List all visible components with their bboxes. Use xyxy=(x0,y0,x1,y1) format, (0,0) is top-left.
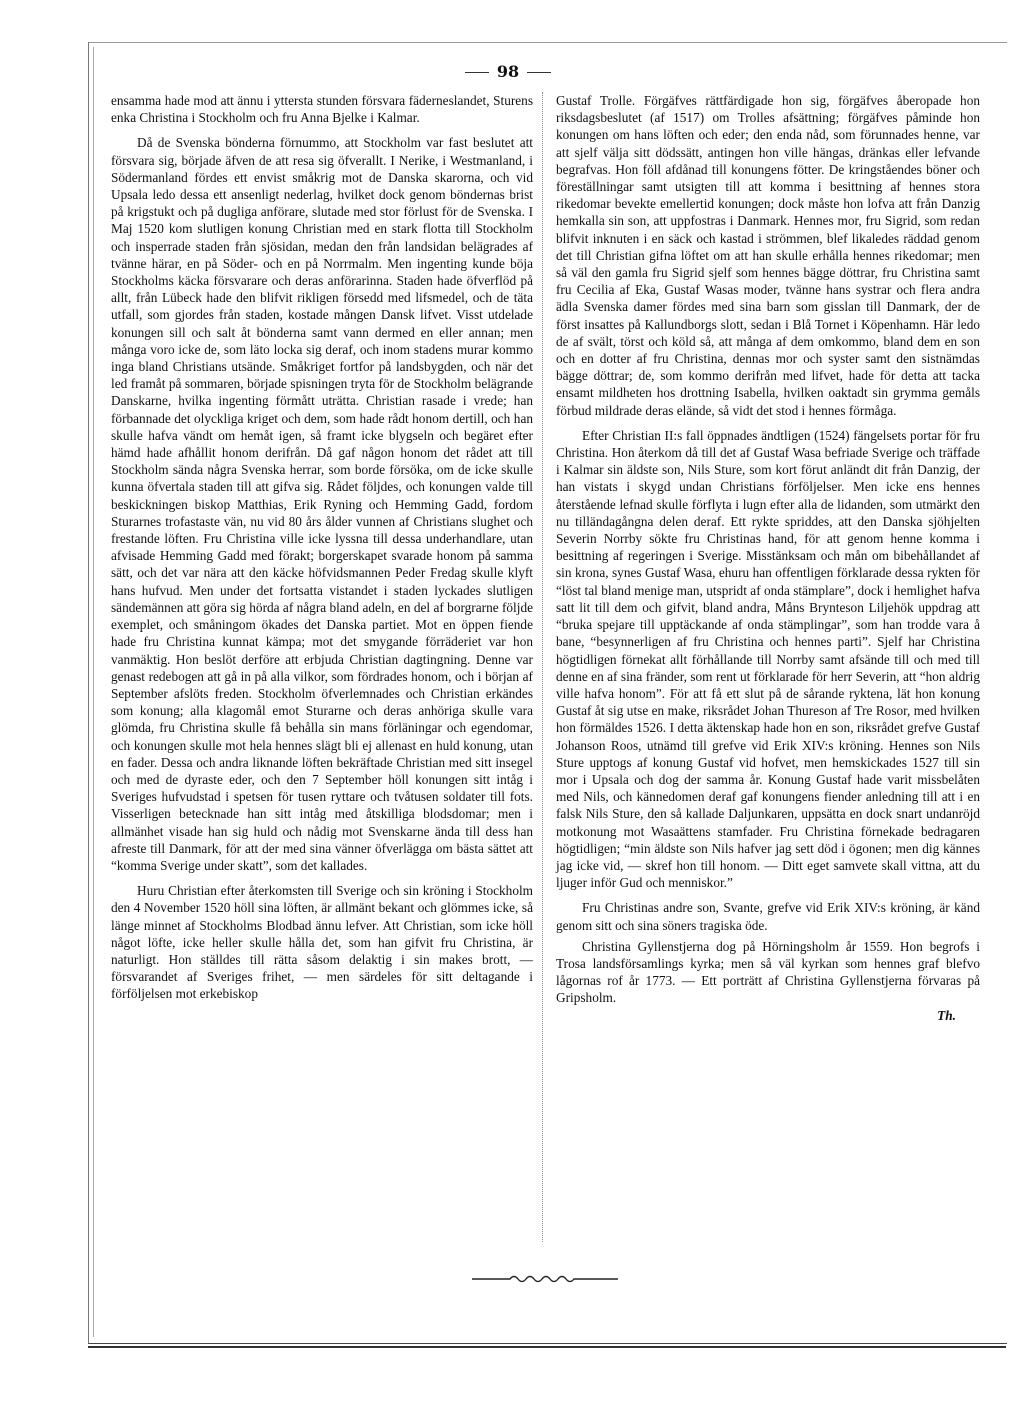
bottom-rule xyxy=(88,1346,1006,1348)
column-divider xyxy=(542,92,543,1242)
left-column xyxy=(111,92,533,1011)
paragraph: Christina Gyllenstjerna dog på Hörningsholm år 1559. Hon begrofs i Trosa landsförsamlings kyrka; men så väl kyrkan som hennes graf blefvo lågornas rof år 1773. — Ett porträtt af Christina Gyllenstjerna förvaras på Gripsholm. xyxy=(556,938,980,1006)
dash-left xyxy=(465,72,489,73)
right-column xyxy=(556,92,980,1024)
wavy-ornament xyxy=(470,1272,620,1286)
paragraph: Efter Christian II:s fall öppnades ändtligen (1524) fängelsets portar för fru Christina. Hon återkom då till det af Gustaf Wasa befriade Sverige och träffade i Kalmar sin äldste son, Nils Sture, som kort förut anländt dit från Danzig, der han vistats i skygd undan Christians förföljelser. Men icke ens hennes återstående lefnad skulle förflyta i lugn efter alla de lidanden, som utmärkt den nu tilländagångna delen deraf. Ett rykte spriddes, att den Danska sjöhjelten Severin Norrby sökte fru Christinas hand, för att genom henne komma i besittning af regeringen i Sverige. Misstänksam och mån om bibehållandet af sin krona, synes Gustaf Wasa, ehuru han offentligen förklarade dessa rykten för “löst tal bland menige man, utspridt af onda stämplare”, dock i hemlighet hafva satt lit till dem och gifvit, bland andra, Måns Brynteson Liljehök uppdrag att “bruka spejare till upptäckande af onda stämplingar”, som han trodde vara å bane, “besynnerligen af fru Christina och hennes parti”. Sjelf har Christina högtidligen förnekat allt förhållande till Norrby samt afsände till och med till denne en af sina fränder, som rent ut förklarade för herr Severin, att “hon aldrig ville hafva honom”. För att få ett slut på de sårande ryktena, lät hon konung Gustaf åt sig utse en make, riksrådet Johan Thureson af Tre Rosor, med hvilken hon förmäldes 1526. I detta äktenskap hade hon en son, riksrådet grefve Gustaf Johanson Roos, utnämd till grefve vid Erik XIV:s kröning. Hennes son Nils Sture upptogs af konung Gustaf vid hofvet, men hemskickades 1527 till sin mor i Upsala och dog der samma år. Konung Gustaf hade varit missbelåten med Nils, och kännedomen deraf gaf konungens fiender anledning till att i en falsk Nils Sture, den så kallade Daljunkaren, uppsätta en dock snart undanröjd motkonung mot Wasaättens stamfader. Fru Christina förnekade bedragaren högtidligen; “min äldste son Nils hafver jag sett död i ögonen; men dig kännes jag icke vid, — skref hon till honom. — Ditt eget samvete skall vittna, att du ljuger inför Gud och menniskor.” xyxy=(556,427,980,891)
dash-right xyxy=(527,72,551,73)
paragraph: ensamma hade mod att ännu i yttersta stunden försvara fäderneslandet, Sturens enka Christina i Stockholm och fru Anna Bjelke i Kalmar. xyxy=(111,93,533,126)
page-number-text: 98 xyxy=(496,62,520,81)
paragraph: Fru Christinas andre son, Svante, grefve vid Erik XIV:s kröning, är känd genom sitt och sina söners tragiska öde. xyxy=(556,900,980,933)
paragraph: Huru Christian efter återkomsten till Sverige och sin kröning i Stockholm den 4 November 1520 höll sina löften, är allmänt bekant och glömmes icke, så länge minnet af Stockholms Blodbad ännu lefver. Att Christian, som icke höll något löfte, icke heller skulle hålla det, som han gifvit fru Christina, är naturligt. Hon ställdes till rätta såsom delaktig i sin makes brott, — försvarandet af Sveriges frihet, — men särdeles för sitt deltagande i förföljelsen mot erkebiskop xyxy=(111,883,533,1002)
page-number xyxy=(0,62,1016,81)
paragraph: Då de Svenska bönderna förnummo, att Stockholm var fast beslutet att försvara sig, började äfven de att resa sig öfverallt. I Nerike, i Westmanland, i Södermanland fördes ett envist småkrig mot de Danska skarorna, och vid Upsala ledo dessa ett ansenligt nederlag, hvilket dock genom böndernas brist på krigstukt och på dugliga anförare, slutade med stor förlust för de Svenska. I Maj 1520 kom slutligen konung Christian med en stark flotta till Stockholm och insperrade staden från sjösidan, medan den från landsidan belägrades af tvänne härar, en på Söder- och en på Norrmalm. Men ingenting kunde böja Stockholms käcka försvarare och deras anförarinna. Staden hade öfverflöd på allt, från Lübeck hade den blifvit rikligen försedd med lifsmedel, och de täta utfall, som gjordes från staden, kostade mången Dansk lifvet. Visst utdelade konungen sill och salt åt bönderna samt vann dermed en eller annan; men många voro icke de, som läto locka sig deraf, och inom stadens murar kommo inga bland Christians utsände. Småkriget fortfor på landsbygden, och när det led framåt på sommaren, började spisningen tryta för de Stockholm belägrande Danskarne, hvilka ingenting förmått uträtta. Christian rasade i vrede; han förbannade det olyckliga kriget och dem, som hade rådt honom dertill, och han skulle hafva vändt om hemåt igen, så framt icke blygseln och begäret efter hämd hade afhållit honom derifrån. Då gaf någon honom det rådet att till Stockholm sända några Svenska herrar, som borde försöka, om de icke skulle kunna öfvertala staden till att gifva sig. Rådet följdes, och konungen valde till beskickningen biskop Matthias, Erik Ryning och Hemming Gadd, fordom Sturarnes trofastaste vän, nu vid 80 års ålder vunnen af Christians slughet och frestande löften. Fru Christina ville icke lyssna till dessa underhandlare, utan afvisade Hemming Gadd med förakt; borgerskapet svarade honom på samma sätt, och det var nära att den käcke höfvidsmannen Peder Fredag skulle klyft hans hufvud. Men under det fortsatta vistandet i staden lyckades slutligen sändemännen att göra sig hörda af några bland adeln, en del af borgrarne följde exemplet, och småningom ökades det Danska partiet. Mot en öppen fiende hade fru Christina kunnat kämpa; mot det smygande förräderiet var hon vanmäktig. Hon beslöt derföre att erbjuda Christian dagtingning. Denne var genast redebogen att gå in på alla vilkor, som fördrades honom, och i början af September afslöts freden. Stockholm öfverlemnades och Christian erkändes som konung; alla klagomål emot Sturarne och deras anhöriga skulle vara glömda, fru Christina skulle få behålla sin mans förläningar och egendomar, och konungen skulle mot hela hennes slägt bli ej allenast en huld konung, utan en fader. Dessa och andra liknande löften bekräftade Christian med sitt insegel och med de dyraste eder, och den 7 September höll konungen sitt intåg i Sveriges hufvudstad i spetsen för tusen ryttare och tvåtusen soldater till fots. Visserligen betecknade han sitt intåg med åtskilliga blodsdomar; men i allmänhet visade han sig huld och nådig mot Svenskarne ända till dess han afreste till Danmark, för att der med sina vänner öfverlägga om bästa sättet att “komma Sverige under skatt”, som det kallades. xyxy=(111,135,533,873)
paragraph: Gustaf Trolle. Förgäfves rättfärdigade hon sig, förgäfves åberopade hon riksdagsbeslutet (af 1517) om Trolles afsättning; förgäfves påminde hon konungen om hans löften och eder; den enda nåd, som förunnades henne, var att sjelf välja sitt dödssätt, antingen hon ville hängas, dränkas eller lefvande begrafvas. Hon föll afdånad till konungens fötter. De kringståendes böner och föreställningar samt utsigten till att komma i besittning af hennes stora rikedomar bevekte emellertid konungen; dock måste hon lofva att från Danzig hemkalla sin son, att uppfostras i Danmark. Hennes mor, fru Sigrid, som redan blifvit inknuten i en säck och kastad i strömmen, blef likaledes räddad genom det till Christian gifna löftet om att han skulle erhålla hennes rikedomar; men så väl den gamla fru Sigrid sjelf som hennes bägge döttrar, fru Christina samt fru Cecilia af Eka, Gustaf Wasas moder, tvänne hans systrar och flera andra ädla Svenska damer fördes med sina barn som gisslan till Danmark, der de först insattes på Kallundborgs slott, sedan i Blå Tornet i Köpenhamn. Här ledo de af svält, törst och köld så, att många af dem omkommo, bland dem en son och en dotter af fru Christina, dennas mor och syster samt den sistnämdas bägge döttrar; de, som kommo derifrån med lifvet, hade för detta att tacka ensamt mildheten hos drottning Isabella, hvilken oaktadt sin grymma gemåls förbud mildrade deras elände, så vidt det stod i hennes förmåga. xyxy=(556,93,980,418)
author-signature: Th. xyxy=(937,1007,956,1023)
